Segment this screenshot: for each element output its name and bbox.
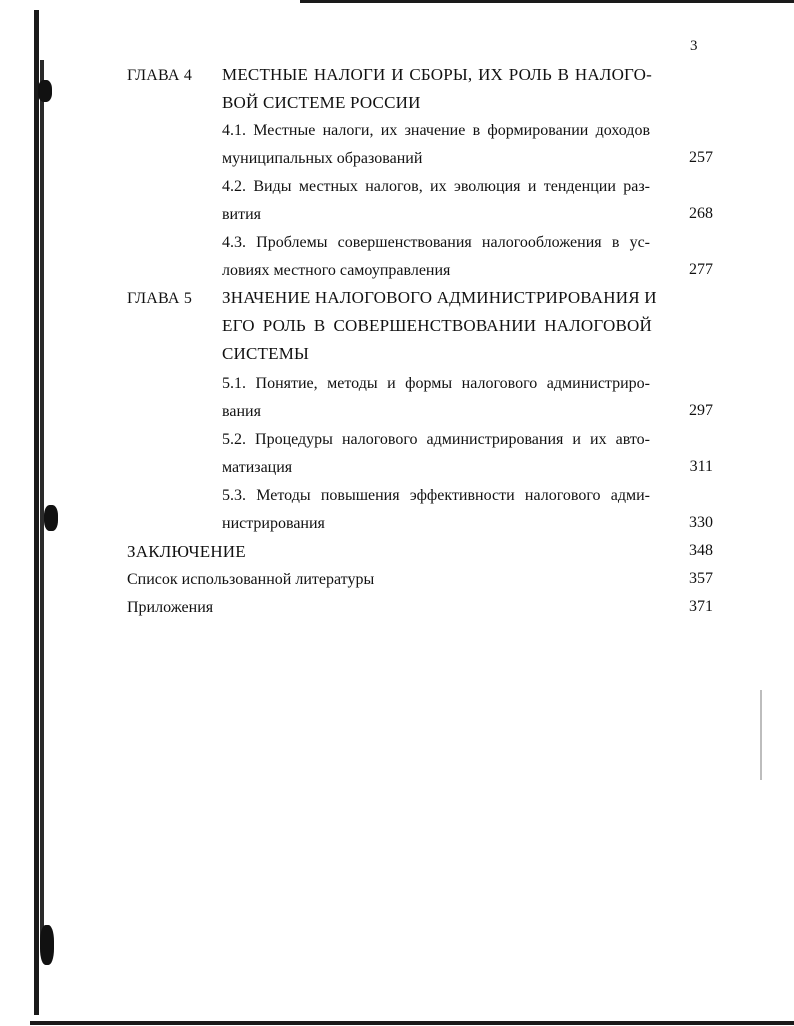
scan-edge-right [760,690,762,780]
conclusion-page: 348 [689,542,713,559]
section-4-3-line2: ловиях местного самоуправления [222,262,451,279]
section-4-3-page: 277 [689,261,713,278]
section-5-1-line2: вания [222,403,261,420]
section-5-2-line1: 5.2. Процедуры налогового администрирования и их авто- [222,431,650,448]
chapter-5-label: ГЛАВА 5 [127,290,193,307]
scan-edge-left [34,10,39,1015]
section-5-2-line2: матизация [222,459,293,476]
section-4-1-line2: муниципальных образований [222,150,423,167]
scan-blot [38,80,52,102]
chapter-4-label: ГЛАВА 4 [127,67,193,84]
section-5-1-line1: 5.1. Понятие, методы и формы налогового администриро- [222,375,650,392]
section-5-3-page: 330 [689,514,713,531]
bibliography-label: Список использованной литературы [127,571,375,588]
section-5-3-line1: 5.3. Методы повышения эффективности налогового адми- [222,487,650,504]
chapter-4-title-line2: ВОЙ СИСТЕМЕ РОССИИ [222,93,421,112]
chapter-5-title-line1: ЗНАЧЕНИЕ НАЛОГОВОГО АДМИНИСТРИРОВАНИЯ И [222,288,657,307]
scan-edge-bottom [30,1021,794,1025]
appendices-label: Приложения [127,599,214,616]
conclusion-label: ЗАКЛЮЧЕНИЕ [127,542,246,561]
section-5-3-line2: нистрирования [222,515,325,532]
chapter-5-title-line3: СИСТЕМЫ [222,344,310,363]
bibliography-page: 357 [689,570,713,587]
section-4-1-page: 257 [689,149,713,166]
scan-edge-left-inner [40,60,44,940]
section-4-2-line2: вития [222,206,262,223]
page-number: 3 [690,38,698,54]
section-4-2-page: 268 [689,205,713,222]
appendices-page: 371 [689,598,713,615]
section-4-2-line1: 4.2. Виды местных налогов, их эволюция и тенденции раз- [222,178,650,195]
section-5-1-page: 297 [689,402,713,419]
section-4-3-line1: 4.3. Проблемы совершенствования налогообложения в ус- [222,234,650,251]
chapter-5-title-line2: ЕГО РОЛЬ В СОВЕРШЕНСТВОВАНИИ НАЛОГОВОЙ [222,316,652,335]
section-4-1-line1: 4.1. Местные налоги, их значение в формировании доходов [222,122,650,139]
chapter-4-title-line1: МЕСТНЫЕ НАЛОГИ И СБОРЫ, ИХ РОЛЬ В НАЛОГО- [222,65,652,84]
scan-edge-top [300,0,794,3]
section-5-2-page: 311 [689,458,713,475]
scan-blot [44,505,58,531]
scan-blot [40,925,54,965]
